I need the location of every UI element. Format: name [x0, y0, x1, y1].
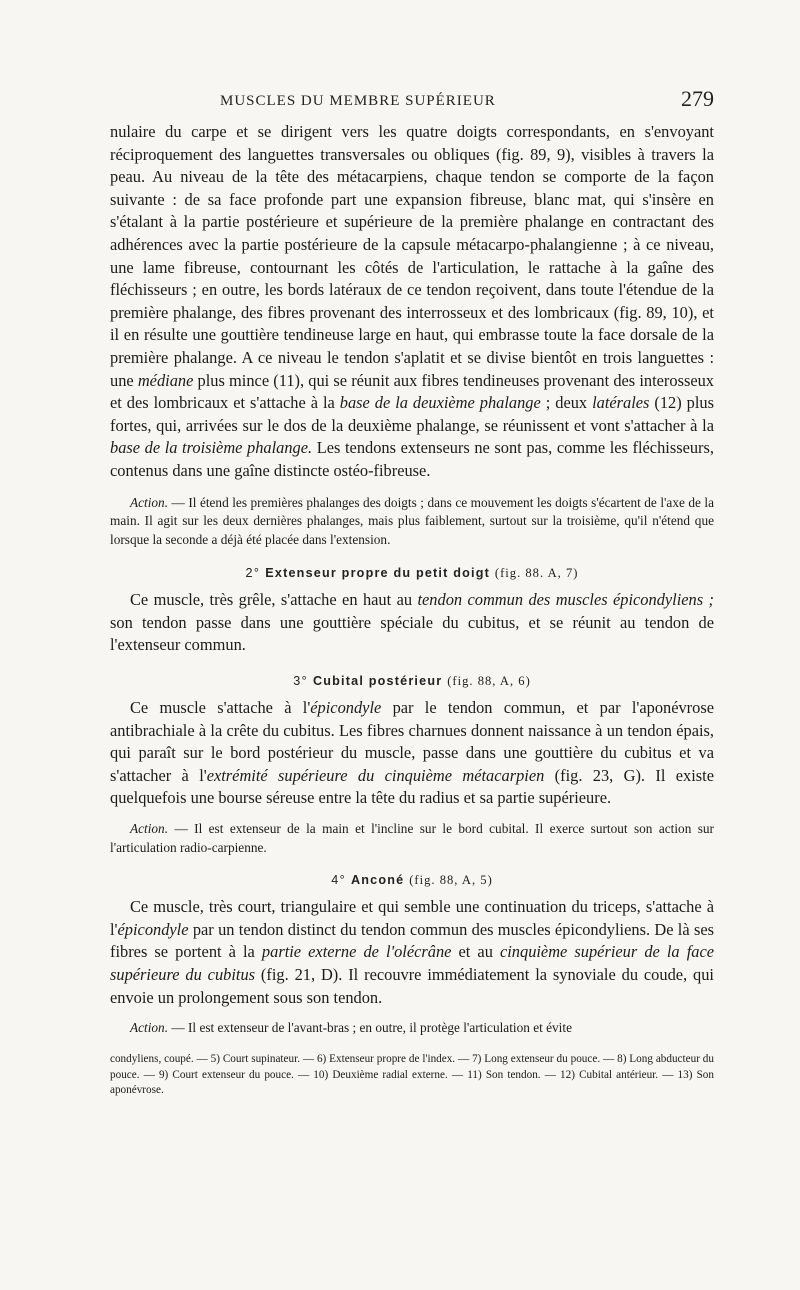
page-number: 279	[681, 86, 714, 111]
paragraph-extensor-tendons: nulaire du carpe et se dirigent vers les quatre doigts correspondants, en s'envoyant réciproquement des languettes transversales ou obliques (fig. 89, 9), visibles à travers la peau. Au niveau de la tête des métacarpiens, chaque tendon se comporte de la façon suivante : de sa face profonde part une expansion fibreuse, blanc mat, qui s'insère en s'étalant à la partie postérieure et supérieure de la première phalange en contractant des adhérences avec la partie postérieure de la capsule métacarpo-phalangienne ; à ce niveau, une lame fibreuse, contournant les côtés de l'articulation, le rattache à la gaîne des fléchisseurs ; en outre, les bords latéraux de ce tendon reçoivent, dans toute l'étendue de la première phalange, des fibres provenant des interrosseux et des lombricaux (fig. 89, 10), et il en résulte une gouttière tendineuse large en haut, qui embrasse toute la face dorsale de la première phalange. A ce niveau le tendon s'aplatit et se divise bientôt en trois languettes : une médiane plus mince (11), qui se réunit aux fibres tendineuses provenant des interosseux et des lombricaux et s'attache à la base de la deuxième phalange ; deux latérales (12) plus fortes, qui, arrivées sur le dos de la deuxième phalange, se réunissent et vont s'attacher à la base de la troisième phalange. Les tendons extenseurs ne sont pas, comme les fléchisseurs, contenus dans une gaîne distincte ostéo-fibreuse.	[110, 122, 714, 480]
page-body	[110, 121, 714, 1099]
section-heading-extenseur-petit-doigt: 2° Extenseur propre du petit doigt (fig. 88. A, 7)	[245, 566, 579, 581]
action-paragraph-ancone: Action. — Il est extenseur de l'avant-bras ; en outre, il protège l'articulation et évite	[130, 1020, 572, 1036]
action-paragraph-extenseur-commun: Action. — Il étend les premières phalanges des doigts ; dans ce mouvement les doigts s'écartent de l'axe de la main. Il agit sur les deux dernières phalanges, mais plus faiblement, surtout sur la troisième, qu'il n'étend que lorsque la seconde a déjà été placée dans l'extension.	[110, 494, 714, 547]
paragraph-ancone: Ce muscle, très court, triangulaire et qui semble une continuation du triceps, s'attache à l'épicondyle par un tendon distinct du tendon commun des muscles épicondyliens. De là ses fibres se portent à la partie externe de l'olécrâne et au cinquième supérieur de la face supérieure du cubitus (fig. 21, D). Il recouvre immédiatement la synoviale du coude, qui envoie un prolongement sous son tendon.	[110, 897, 714, 1007]
running-title: MUSCLES DU MEMBRE SUPÉRIEUR	[220, 93, 496, 109]
paragraph-cubital-posterieur: Ce muscle s'attache à l'épicondyle par le tendon commun, et par l'aponévrose antibrachiale à la crête du cubitus. Les fibres charnues donnent naissance à un tendon épais, qui paraît sur le bord postérieur du muscle, passe dans une gouttière du cubitus et va s'attacher à l'extrémité supérieure du cinquième métacarpien (fig. 23, G). Il existe quelquefois une bourse séreuse entre la tête du radius et sa partie supérieure.	[110, 698, 714, 808]
section-heading-ancone: 4° Anconé (fig. 88, A, 5)	[331, 873, 493, 888]
figure-legend-footnote: condyliens, coupé. — 5) Court supinateur. — 6) Extenseur propre de l'index. — 7) Long extenseur du pouce. — 8) Long abducteur du pouce. — 9) Court extenseur du pouce. — 10) Deuxième radial externe. — 11) Son tendon. — 12) Cubital antérieur. — 13) Son aponévrose.	[110, 1052, 714, 1097]
running-header	[110, 86, 714, 116]
paragraph-extenseur-petit-doigt: Ce muscle, très grêle, s'attache en haut au tendon commun des muscles épicondyliens ; son tendon passe dans une gouttière spéciale du cubitus, et se réunit au tendon de l'extenseur commun.	[110, 590, 714, 655]
section-heading-cubital-posterieur: 3° Cubital postérieur (fig. 88, A, 6)	[293, 674, 531, 689]
action-paragraph-cubital-posterieur: Action. — Il est extenseur de la main et l'incline sur le bord cubital. Il exerce surtout son action sur l'articulation radio-carpienne.	[110, 821, 714, 855]
